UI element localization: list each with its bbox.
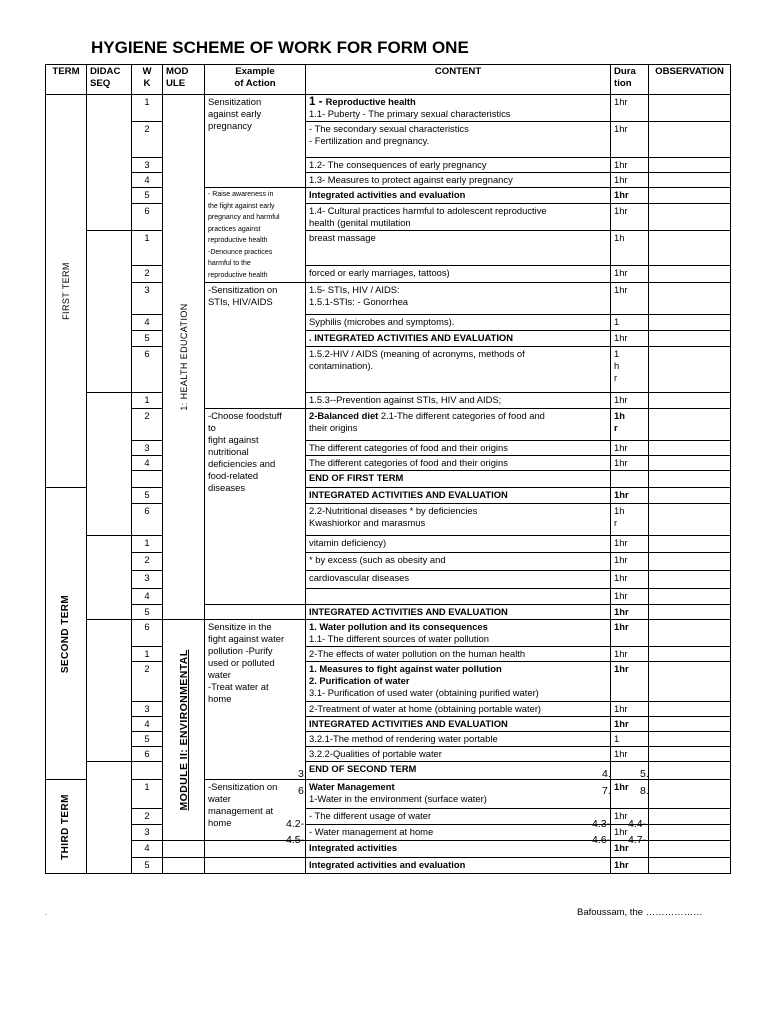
content-cell xyxy=(306,605,611,620)
content-cell xyxy=(306,471,611,488)
duration-cell: 1hr xyxy=(611,647,649,662)
observation-cell xyxy=(649,536,731,553)
table-row xyxy=(46,347,731,393)
content-text: 1.4- Cultural practices harmful to adolescent reproductive health (genital mutilation xyxy=(309,205,547,228)
content-cell xyxy=(306,393,611,409)
week-cell: 6 xyxy=(132,504,163,536)
week-cell: 5 xyxy=(132,858,163,874)
stray-number: 4.6- xyxy=(592,834,611,846)
duration-cell: 1hr xyxy=(611,702,649,717)
table-row xyxy=(46,393,731,409)
content-cell xyxy=(306,702,611,717)
table-row xyxy=(46,409,731,441)
table-row xyxy=(46,762,731,780)
duration-cell: 1hr xyxy=(611,780,649,809)
module-cell xyxy=(163,858,205,874)
observation-cell xyxy=(649,315,731,331)
duration-cell: 1hr xyxy=(611,589,649,605)
duration-cell: 1hr xyxy=(611,158,649,173)
week-cell: 2 xyxy=(132,553,163,571)
observation-cell xyxy=(649,762,731,780)
content-text: 2-The effects of water pollution on the human health xyxy=(309,648,526,659)
observation-cell xyxy=(649,173,731,188)
observation-cell xyxy=(649,858,731,874)
table-row xyxy=(46,95,731,122)
duration-cell: 1 xyxy=(611,315,649,331)
observation-cell xyxy=(649,825,731,841)
header-row xyxy=(46,65,731,95)
header-term: TERM xyxy=(46,65,87,95)
content-heading: INTEGRATED ACTIVITIES AND EVALUATION xyxy=(309,718,508,729)
header-module: MOD ULE xyxy=(163,65,205,95)
stray-number: 4.3- xyxy=(592,818,611,830)
footer-dot: . xyxy=(45,910,47,917)
content-cell xyxy=(306,231,611,266)
table-row xyxy=(46,188,731,204)
duration-cell: 1hr xyxy=(611,283,649,315)
content-text: 2-Treatment of water at home (obtaining portable water) xyxy=(309,703,542,714)
week-cell: 4 xyxy=(132,173,163,188)
table-row xyxy=(46,702,731,717)
didac-seq-cell xyxy=(87,95,132,231)
week-cell: 1 xyxy=(132,231,163,266)
week-cell: 6 xyxy=(132,204,163,231)
duration-cell: 1hr xyxy=(611,809,649,825)
duration-cell: 1hr xyxy=(611,717,649,732)
table-row xyxy=(46,536,731,553)
example-action-cell: -Sensitization on STIs, HIV/AIDS xyxy=(205,283,306,409)
content-cell xyxy=(306,553,611,571)
content-text: The different categories of food and their origins xyxy=(309,442,508,453)
content-text: * by excess (such as obesity and xyxy=(309,554,446,565)
stray-number: 4.4- xyxy=(628,818,647,830)
content-heading: INTEGRATED ACTIVITIES AND EVALUATION xyxy=(309,606,508,617)
table-row xyxy=(46,780,731,809)
term-label: FIRST TERM xyxy=(61,262,71,320)
example-action-cell: - Raise awareness in the fight against early pregnancy and harmful practices against reproductive health -Denounce practices harmful to the reproductive health xyxy=(205,188,306,283)
content-cell xyxy=(306,95,611,122)
content-cell xyxy=(306,441,611,456)
content-text: 1.3- Measures to protect against early pregnancy xyxy=(309,174,513,185)
duration-cell xyxy=(611,471,649,488)
content-cell xyxy=(306,456,611,471)
term-cell xyxy=(46,95,87,488)
header-observation: OBSERVATION xyxy=(649,65,731,95)
observation-cell xyxy=(649,589,731,605)
table-row xyxy=(46,315,731,331)
stray-number: 5. xyxy=(640,768,649,780)
duration-cell: 1hr xyxy=(611,536,649,553)
duration-cell: 1hr xyxy=(611,266,649,283)
footer-place-date: Bafoussam, the ……………… xyxy=(577,907,703,918)
stray-number: 4.5- xyxy=(286,834,305,846)
stray-number: 8. xyxy=(640,785,649,797)
week-cell: 4 xyxy=(132,717,163,732)
content-text: forced or early marriages, tattoos) xyxy=(309,267,450,278)
observation-cell xyxy=(649,809,731,825)
table-row xyxy=(46,732,731,747)
term-label: THIRD TERM xyxy=(60,793,71,860)
didac-seq-cell xyxy=(87,536,132,620)
duration-cell: 1hr xyxy=(611,571,649,589)
content-cell xyxy=(306,647,611,662)
table-row xyxy=(46,283,731,315)
example-action-cell xyxy=(205,605,306,620)
observation-cell xyxy=(649,553,731,571)
table-row xyxy=(46,456,731,471)
content-cell xyxy=(306,331,611,347)
content-text: 2.1-The different categories of food and their origins xyxy=(309,410,545,433)
duration-cell: 1h xyxy=(611,231,649,266)
observation-cell xyxy=(649,488,731,504)
content-cell xyxy=(306,762,611,780)
content-cell xyxy=(306,122,611,158)
week-cell: 5 xyxy=(132,605,163,620)
duration-cell: 1 xyxy=(611,732,649,747)
table-row xyxy=(46,605,731,620)
content-heading: END OF SECOND TERM xyxy=(309,763,417,774)
didac-seq-cell xyxy=(87,231,132,393)
observation-cell xyxy=(649,441,731,456)
content-text: The different categories of food and their origins xyxy=(309,457,508,468)
duration-cell: 1hr xyxy=(611,393,649,409)
duration-cell: 1hr xyxy=(611,858,649,874)
week-cell: 5 xyxy=(132,331,163,347)
table-row xyxy=(46,158,731,173)
content-text: 1.1- Puberty - The primary sexual characteristics xyxy=(309,108,511,119)
week-cell: 1 xyxy=(132,780,163,809)
duration-cell: 1hr xyxy=(611,456,649,471)
week-cell: 3 xyxy=(132,283,163,315)
observation-cell xyxy=(649,504,731,536)
content-cell xyxy=(306,717,611,732)
content-text: - The secondary sexual characteristics - Fertilization and pregnancy. xyxy=(309,123,469,146)
week-cell: 2 xyxy=(132,662,163,702)
observation-cell xyxy=(649,188,731,204)
content-cell xyxy=(306,620,611,647)
didac-seq-cell xyxy=(87,393,132,536)
duration-cell: 1hr xyxy=(611,605,649,620)
duration-cell: 1hr xyxy=(611,488,649,504)
table-row xyxy=(46,647,731,662)
observation-cell xyxy=(649,393,731,409)
observation-cell xyxy=(649,456,731,471)
duration-cell: 1hr xyxy=(611,122,649,158)
duration-cell: 1hr xyxy=(611,331,649,347)
observation-cell xyxy=(649,732,731,747)
stray-number: 6. xyxy=(298,785,307,797)
content-text: Syphilis (microbes and symptoms). xyxy=(309,316,455,327)
term-cell xyxy=(46,488,87,780)
didac-seq-cell xyxy=(87,620,132,762)
module-label: 1: HEALTH EDUCATION xyxy=(178,303,189,411)
duration-cell: 1hr xyxy=(611,188,649,204)
table-row xyxy=(46,553,731,571)
content-heading: Integrated activities and evaluation xyxy=(309,189,466,200)
content-text: 1.5.2-HIV / AIDS (meaning of acronyms, methods of contamination). xyxy=(309,348,525,371)
week-cell: 5 xyxy=(132,488,163,504)
duration-cell: 1h r xyxy=(611,504,649,536)
duration-cell: 1 h r xyxy=(611,347,649,393)
observation-cell xyxy=(649,231,731,266)
table-row xyxy=(46,571,731,589)
table-row xyxy=(46,173,731,188)
week-cell: 3 xyxy=(132,571,163,589)
content-heading: 1. Measures to fight against water pollution 2. Purification of water xyxy=(309,663,502,686)
week-cell xyxy=(132,471,163,488)
content-text: 1.2- The consequences of early pregnancy xyxy=(309,159,487,170)
term-cell xyxy=(46,780,87,874)
week-cell: 1 xyxy=(132,393,163,409)
content-text: breast massage xyxy=(309,232,376,243)
header-content: CONTENT xyxy=(306,65,611,95)
header-week: W K xyxy=(132,65,163,95)
content-cell xyxy=(306,266,611,283)
table-row xyxy=(46,204,731,231)
observation-cell xyxy=(649,780,731,809)
duration-cell: 1hr xyxy=(611,441,649,456)
page-title: HYGIENE SCHEME OF WORK FOR FORM ONE xyxy=(91,38,469,57)
scheme-table xyxy=(45,64,731,874)
content-cell xyxy=(306,662,611,702)
content-cell xyxy=(306,732,611,747)
content-number: 1 - xyxy=(309,96,326,108)
stray-number: 3. xyxy=(298,768,307,780)
stray-number: 7. xyxy=(602,785,611,797)
week-cell: 3 xyxy=(132,158,163,173)
observation-cell xyxy=(649,702,731,717)
content-text: 3.2.2-Qualities of portable water xyxy=(309,748,442,759)
content-cell xyxy=(306,204,611,231)
week-cell: 6 xyxy=(132,347,163,393)
content-cell xyxy=(306,158,611,173)
observation-cell xyxy=(649,158,731,173)
content-text: 2.2-Nutritional diseases * by deficiencies Kwashiorkor and marasmus xyxy=(309,505,478,528)
content-heading: Integrated activities and evaluation xyxy=(309,859,466,870)
content-cell xyxy=(306,780,611,809)
week-cell: 4 xyxy=(132,315,163,331)
table-row xyxy=(46,858,731,874)
content-cell xyxy=(306,173,611,188)
observation-cell xyxy=(649,95,731,122)
module-label: MODULE II: ENVIRONMENTAL xyxy=(177,649,190,811)
stray-number: 4.2- xyxy=(286,818,305,830)
content-text: 3.1- Purification of used water (obtaining purified water) xyxy=(309,687,539,698)
content-cell xyxy=(306,841,611,858)
table-row xyxy=(46,589,731,605)
content-cell xyxy=(306,488,611,504)
content-text: cardiovascular diseases xyxy=(309,572,410,583)
observation-cell xyxy=(649,283,731,315)
table-row xyxy=(46,662,731,702)
content-text: 3.2.1-The method of rendering water portable xyxy=(309,733,498,744)
observation-cell xyxy=(649,122,731,158)
content-cell xyxy=(306,825,611,841)
observation-cell xyxy=(649,620,731,647)
content-cell xyxy=(306,504,611,536)
table-row xyxy=(46,717,731,732)
week-cell: 3 xyxy=(132,441,163,456)
observation-cell xyxy=(649,841,731,858)
observation-cell xyxy=(649,747,731,762)
duration-cell: 1hr xyxy=(611,620,649,647)
content-heading: 2-Balanced diet xyxy=(309,410,379,421)
week-cell: 1 xyxy=(132,536,163,553)
content-heading: . INTEGRATED ACTIVITIES AND EVALUATION xyxy=(309,332,513,343)
module-cell xyxy=(163,620,205,841)
content-text: 1.5- STIs, HIV / AIDS: 1.5.1-STIs: - Gonorrhea xyxy=(309,284,409,307)
duration-cell: 1hr xyxy=(611,747,649,762)
example-action-cell: Sensitize in the fight against water pollution -Purify used or polluted water -Treat water at home xyxy=(205,620,306,780)
week-cell: 4 xyxy=(132,456,163,471)
content-heading: Reproductive health xyxy=(325,96,416,107)
week-cell: 3 xyxy=(132,702,163,717)
duration-cell: 1hr xyxy=(611,173,649,188)
content-heading: INTEGRATED ACTIVITIES AND EVALUATION xyxy=(309,489,508,500)
content-cell xyxy=(306,858,611,874)
content-text: 1.5.3--Prevention against STIs, HIV and AIDS; xyxy=(309,394,502,405)
week-cell: 3 xyxy=(132,825,163,841)
table-row xyxy=(46,441,731,456)
week-cell: 6 xyxy=(132,620,163,647)
stray-number: 4.7- xyxy=(628,834,647,846)
duration-cell: 1hr xyxy=(611,553,649,571)
week-cell: 6 xyxy=(132,747,163,762)
content-text: - Water management at home xyxy=(309,826,434,837)
week-cell: 2 xyxy=(132,122,163,158)
content-cell xyxy=(306,409,611,441)
observation-cell xyxy=(649,717,731,732)
week-cell xyxy=(132,762,163,780)
header-didac-seq: DIDAC SEQ xyxy=(87,65,132,95)
observation-cell xyxy=(649,347,731,393)
content-text: - The different usage of water xyxy=(309,810,432,821)
table-row xyxy=(46,488,731,504)
table-row xyxy=(46,266,731,283)
table-row xyxy=(46,331,731,347)
week-cell: 4 xyxy=(132,841,163,858)
module-cell xyxy=(163,841,205,858)
observation-cell xyxy=(649,204,731,231)
week-cell: 1 xyxy=(132,647,163,662)
module-cell xyxy=(163,95,205,620)
table-row xyxy=(46,471,731,488)
content-cell xyxy=(306,347,611,393)
header-duration: Dura tion xyxy=(611,65,649,95)
content-cell xyxy=(306,315,611,331)
content-cell xyxy=(306,571,611,589)
content-cell xyxy=(306,589,611,605)
week-cell: 2 xyxy=(132,409,163,441)
example-action-cell: -Choose foodstuff to fight against nutritional deficiencies and food-related diseases xyxy=(205,409,306,605)
duration-cell: 1hr xyxy=(611,841,649,858)
observation-cell xyxy=(649,331,731,347)
content-cell xyxy=(306,747,611,762)
header-example: Example of Action xyxy=(205,65,306,95)
week-cell: 2 xyxy=(132,809,163,825)
table-row xyxy=(46,747,731,762)
observation-cell xyxy=(649,571,731,589)
duration-cell: 1hr xyxy=(611,204,649,231)
observation-cell xyxy=(649,662,731,702)
content-heading: END OF FIRST TERM xyxy=(309,472,404,483)
example-action-cell: Sensitization against early pregnancy xyxy=(205,95,306,188)
duration-cell: 1hr xyxy=(611,95,649,122)
table-row xyxy=(46,231,731,266)
duration-cell: 1hr xyxy=(611,662,649,702)
week-cell: 5 xyxy=(132,732,163,747)
duration-cell: 1h r xyxy=(611,409,649,441)
week-cell: 4 xyxy=(132,589,163,605)
example-action-cell: -Sensitization on water management at home xyxy=(205,780,306,841)
stray-number: 4. xyxy=(602,768,611,780)
table-row xyxy=(46,504,731,536)
week-cell: 2 xyxy=(132,266,163,283)
observation-cell xyxy=(649,409,731,441)
didac-seq-cell xyxy=(87,762,132,874)
content-heading: Water Management xyxy=(309,781,395,792)
content-text: vitamin deficiency) xyxy=(309,537,387,548)
observation-cell xyxy=(649,266,731,283)
duration-cell: 1hr xyxy=(611,825,649,841)
content-text: 1.1- The different sources of water pollution xyxy=(309,633,489,644)
table-row xyxy=(46,620,731,647)
observation-cell xyxy=(649,605,731,620)
content-heading: 1. Water pollution and its consequences xyxy=(309,621,488,632)
content-cell xyxy=(306,536,611,553)
table-row xyxy=(46,122,731,158)
content-text: 1-Water in the environment (surface water) xyxy=(309,793,487,804)
observation-cell xyxy=(649,647,731,662)
content-cell xyxy=(306,188,611,204)
week-cell: 1 xyxy=(132,95,163,122)
content-heading: Integrated activities xyxy=(309,842,398,853)
example-action-cell xyxy=(205,858,306,874)
content-cell xyxy=(306,809,611,825)
observation-cell xyxy=(649,471,731,488)
week-cell: 5 xyxy=(132,188,163,204)
term-label: SECOND TERM xyxy=(60,594,71,673)
content-cell xyxy=(306,283,611,315)
